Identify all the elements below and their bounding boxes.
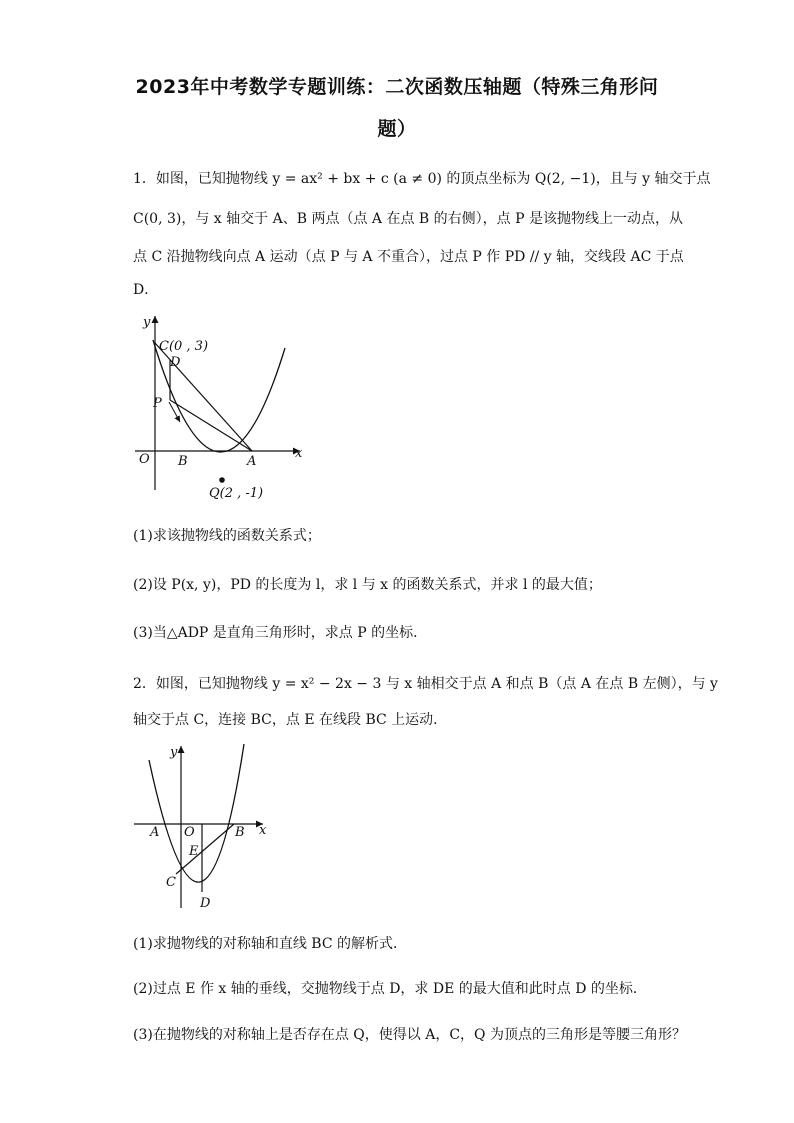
q1-label-B: B	[178, 454, 188, 469]
q1-sub2: (2)设 P(x, y)，PD 的长度为 l，求 l 与 x 的函数关系式，并求 l 的最大值；	[133, 577, 602, 593]
q1-text-line2: C(0, 3)，与 x 轴交于 A、B 两点（点 A 在点 B 的右侧），点 P 是该抛物线上一动点，从	[133, 211, 683, 227]
q2-label-x: x	[259, 823, 267, 838]
q2-label-C: C	[166, 875, 176, 890]
q1-label-P: P	[153, 396, 162, 411]
q1-sub3: (3)当△ADP 是直角三角形时，求点 P 的坐标．	[133, 625, 428, 641]
q1-label-O: O	[139, 452, 150, 467]
q2-text-line2: 轴交于点 C，连接 BC，点 E 在线段 BC 上运动．	[133, 712, 448, 728]
q1-label-D: D	[170, 355, 181, 370]
doc-title-line1: 2023年中考数学专题训练：二次函数压轴题（特殊三角形问	[135, 76, 659, 98]
q2-label-y: y	[170, 745, 178, 760]
q1-label-x: x	[295, 446, 303, 461]
q2-label-E: E	[189, 844, 199, 859]
q2-label-A: A	[150, 825, 160, 840]
q2-label-B: B	[235, 825, 245, 840]
q2-parabola	[149, 744, 244, 882]
q2-sub1: (1)求抛物线的对称轴和直线 BC 的解析式．	[133, 936, 407, 952]
q2-sub3: (3)在抛物线的对称轴上是否存在点 Q，使得以 A，C，Q 为顶点的三角形是等腰三角形？	[133, 1027, 686, 1043]
q1-text-line1: 1．如图，已知抛物线 y = ax² + bx + c (a ≠ 0) 的顶点坐标为 Q(2, −1)，且与 y 轴交于点	[133, 171, 711, 187]
q1-label-A: A	[247, 454, 257, 469]
q1-label-Q: Q(2 , -1)	[209, 486, 264, 501]
q1-sub1: (1)求该抛物线的函数关系式；	[133, 528, 321, 544]
q1-label-y: y	[143, 315, 151, 330]
q2-figure	[130, 740, 275, 915]
doc-title-line2: 题）	[377, 118, 417, 140]
q1-vertex-Q	[219, 477, 225, 483]
q1-text-line4: D．	[133, 282, 159, 298]
q1-text-line3: 点 C 沿抛物线向点 A 运动（点 P 与 A 不重合），过点 P 作 PD // y 轴，交线段 AC 于点	[133, 249, 684, 265]
q2-label-D: D	[200, 896, 211, 911]
q1-figure	[125, 310, 325, 505]
q1-segment-PA	[170, 400, 252, 451]
q2-text-line1: 2．如图，已知抛物线 y = x² − 2x − 3 与 x 轴相交于点 A 和点 B（点 A 在点 B 左侧），与 y	[133, 676, 718, 692]
q2-sub2: (2)过点 E 作 x 轴的垂线，交抛物线于点 D，求 DE 的最大值和此时点 D 的坐标．	[133, 981, 647, 997]
q1-label-C: C(0 , 3)	[159, 339, 209, 354]
q2-label-O: O	[184, 825, 195, 840]
